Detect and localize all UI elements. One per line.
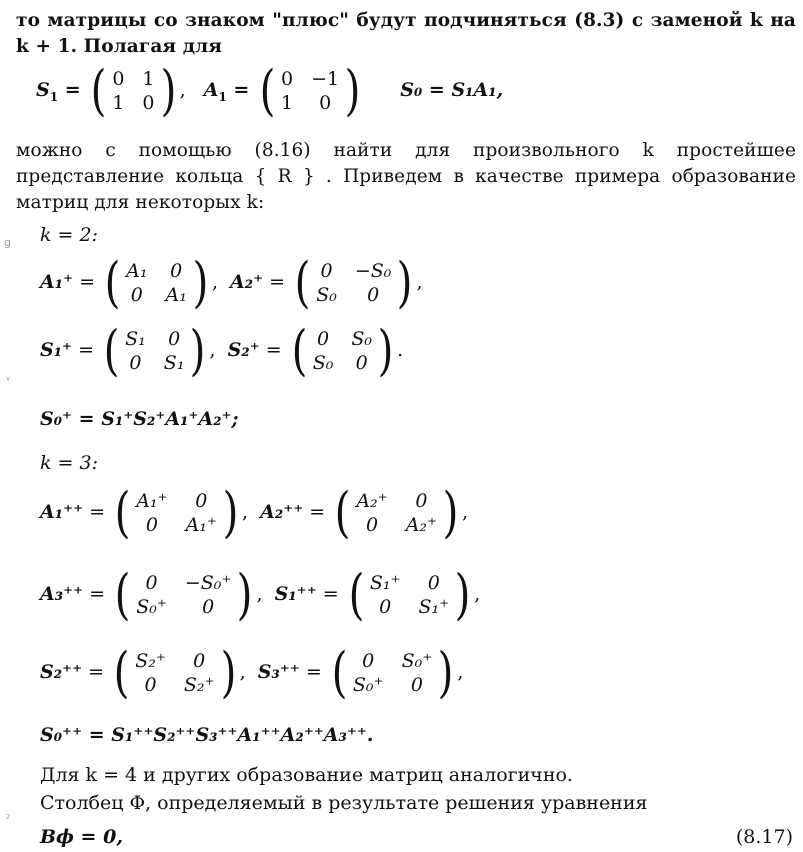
matrix-a1: ( 0 −1 1 0 ) <box>259 59 361 122</box>
matrix-k3-a3: ( 0 −S₀⁺ S₀⁺ 0 ) <box>114 563 253 626</box>
paragraph-column: Столбец Φ, определяемый в результате решения уравнения <box>40 792 648 814</box>
k3-a3-lhs: A₃⁺⁺ <box>40 583 84 605</box>
matrix-k3-a1: ( A₁⁺ 0 0 A₁⁺ ) <box>114 481 239 544</box>
matrix-k2-a1: ( A₁ 0 0 A₁ ) <box>104 251 209 314</box>
k3-s2-s3-row: S₂⁺⁺ = ( S₂⁺ 0 0 S₂⁺ ) , S₃⁺⁺ = ( 0 S₀⁺ S₀⁺ 0 ) , <box>40 641 464 704</box>
paragraph-representation: можно с помощью (8.16) найти для произвольного k простейшее представление кольца { R } . Приведем в качестве примера образование матриц для некоторых k: <box>16 140 796 213</box>
k2-a2-lhs: A₂⁺ <box>230 271 264 293</box>
margin-mark-3: ² <box>6 812 11 825</box>
k3-s0-product: S₀⁺⁺ = S₁⁺⁺S₂⁺⁺S₃⁺⁺A₁⁺⁺A₂⁺⁺A₃⁺⁺. <box>40 724 374 746</box>
paragraph-k4: Для k = 4 и других образование матриц аналогично. <box>40 764 573 786</box>
k2-s-row: S₁⁺ = ( S₁ 0 0 S₁ ) , S₂⁺ = ( 0 S₀ S₀ 0 ) . <box>40 319 404 382</box>
k2-s1-lhs: S₁⁺ <box>40 339 73 361</box>
a1-lhs: $A_1$ = <box>203 79 256 104</box>
k2-a-row: A₁⁺ = ( A₁ 0 0 A₁ ) , A₂⁺ = ( 0 −S₀ S₀ 0 ) , <box>40 251 423 314</box>
k3-s1-lhs: S₁⁺⁺ <box>274 583 317 605</box>
k3-a1-lhs: A₁⁺⁺ <box>40 501 84 523</box>
matrix-s1: ( 0 1 1 0 ) <box>90 59 176 122</box>
paragraph-intro: то матрицы со знаком "плюс" будут подчиняться (8.3) с заменой k на k + 1. Полагая для <box>16 10 796 57</box>
k2-s2-lhs: S₂⁺ <box>227 339 260 361</box>
matrix-k2-s2: ( 0 S₀ S₀ 0 ) <box>291 319 394 382</box>
margin-mark-2: ᵧ <box>6 370 11 383</box>
k3-s3-lhs: S₃⁺⁺ <box>257 661 300 683</box>
matrix-k2-s1: ( S₁ 0 0 S₁ ) <box>103 319 206 382</box>
k2-label: k = 2: <box>40 224 99 246</box>
matrix-k2-a2: ( 0 −S₀ S₀ 0 ) <box>294 251 413 314</box>
k3-a3-s1-row: A₃⁺⁺ = ( 0 −S₀⁺ S₀⁺ 0 ) , S₁⁺⁺ = ( S₁⁺ 0 0 S₁⁺ ) , <box>40 563 481 626</box>
matrix-k3-s1: ( S₁⁺ 0 0 S₁⁺ ) <box>348 563 471 626</box>
k3-s2-lhs: S₂⁺⁺ <box>40 661 83 683</box>
k2-s0-product: S₀⁺ = S₁⁺S₂⁺A₁⁺A₂⁺; <box>40 408 239 430</box>
equation-817: Bϕ = 0, <box>40 826 123 848</box>
s1-lhs: $S_1$ = <box>36 79 88 104</box>
matrix-k3-s2: ( S₂⁺ 0 0 S₂⁺ ) <box>113 641 236 704</box>
k2-a1-lhs: A₁⁺ <box>40 271 74 293</box>
matrix-k3-s3: ( 0 S₀⁺ S₀⁺ 0 ) <box>331 641 454 704</box>
s0-definition: S₀ = S₁A₁, <box>400 79 504 101</box>
k3-label: k = 3: <box>40 452 99 474</box>
k3-a2-lhs: A₂⁺⁺ <box>260 501 304 523</box>
matrix-k3-a2: ( A₂⁺ 0 0 A₂⁺ ) <box>334 481 459 544</box>
margin-mark-1: g <box>4 236 11 249</box>
k3-a-row: A₁⁺⁺ = ( A₁⁺ 0 0 A₁⁺ ) , A₂⁺⁺ = ( A₂⁺ 0 0 A₂⁺ ) , <box>40 481 469 544</box>
equation-number: (8.17) <box>735 826 793 848</box>
equation-base: $S_1$ = ( 0 1 1 0 ) , $A_1$ = ( 0 −1 1 0 ) S₀ = S₁A₁, <box>36 59 504 122</box>
